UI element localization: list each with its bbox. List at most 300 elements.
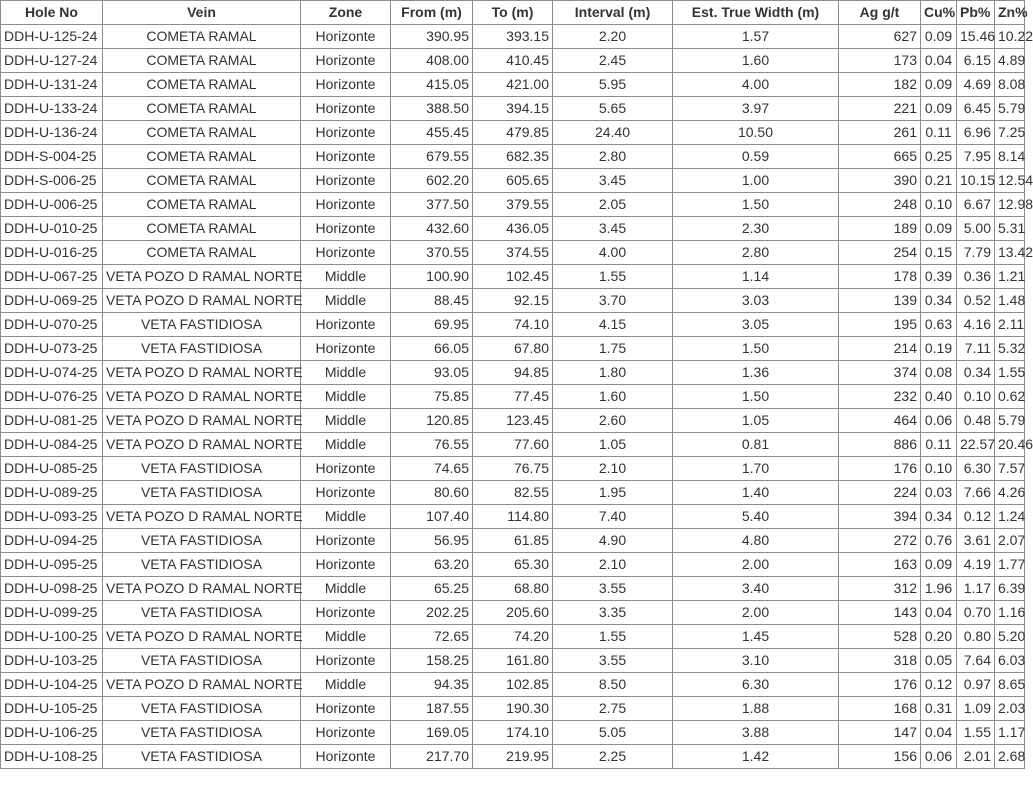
from-cell: 202.25: [391, 601, 473, 625]
ag-cell: 232: [839, 385, 921, 409]
zone-cell: Horizonte: [301, 145, 391, 169]
interval-cell: 4.15: [553, 313, 673, 337]
vein-cell: VETA FASTIDIOSA: [103, 553, 301, 577]
cu-cell: 0.12: [921, 673, 957, 697]
hole-no-cell: DDH-U-067-25: [1, 265, 103, 289]
pb-cell: 7.66: [957, 481, 995, 505]
ag-cell: 173: [839, 49, 921, 73]
to-cell: 605.65: [473, 169, 553, 193]
interval-cell: 2.05: [553, 193, 673, 217]
true-width-cell: 2.00: [673, 601, 839, 625]
hole-no-cell: DDH-U-095-25: [1, 553, 103, 577]
cu-cell: 0.08: [921, 361, 957, 385]
cu-cell: 0.04: [921, 721, 957, 745]
cu-cell: 0.34: [921, 289, 957, 313]
hole-no-cell: DDH-U-069-25: [1, 289, 103, 313]
from-cell: 63.20: [391, 553, 473, 577]
table-row: [1, 745, 1025, 769]
to-cell: 219.95: [473, 745, 553, 769]
true-width-cell: 1.36: [673, 361, 839, 385]
pb-cell: 4.69: [957, 73, 995, 97]
pb-cell: 0.12: [957, 505, 995, 529]
cu-cell: 0.09: [921, 97, 957, 121]
cu-cell: 0.09: [921, 73, 957, 97]
zn-cell: 2.11: [995, 313, 1025, 337]
table-row: [1, 169, 1025, 193]
zn-cell: 2.07: [995, 529, 1025, 553]
pb-cell: 4.16: [957, 313, 995, 337]
vein-cell: VETA POZO D RAMAL NORTE: [103, 433, 301, 457]
vein-cell: VETA FASTIDIOSA: [103, 337, 301, 361]
pb-cell: 0.36: [957, 265, 995, 289]
from-cell: 120.85: [391, 409, 473, 433]
zone-cell: Middle: [301, 385, 391, 409]
ag-cell: 254: [839, 241, 921, 265]
to-cell: 205.60: [473, 601, 553, 625]
interval-cell: 1.55: [553, 625, 673, 649]
zn-cell: 5.20: [995, 625, 1025, 649]
table-row: [1, 145, 1025, 169]
interval-cell: 2.10: [553, 457, 673, 481]
from-cell: 76.55: [391, 433, 473, 457]
true-width-cell: 2.30: [673, 217, 839, 241]
true-width-cell: 1.42: [673, 745, 839, 769]
hole-no-cell: DDH-U-085-25: [1, 457, 103, 481]
ag-cell: 464: [839, 409, 921, 433]
hole-no-cell: DDH-U-099-25: [1, 601, 103, 625]
zn-cell: 0.62: [995, 385, 1025, 409]
interval-cell: 3.55: [553, 577, 673, 601]
zone-cell: Horizonte: [301, 697, 391, 721]
zone-cell: Middle: [301, 433, 391, 457]
hole-no-cell: DDH-U-133-24: [1, 97, 103, 121]
zn-cell: 1.17: [995, 721, 1025, 745]
cu-cell: 0.09: [921, 25, 957, 49]
zone-cell: Horizonte: [301, 529, 391, 553]
true-width-cell: 1.88: [673, 697, 839, 721]
to-cell: 421.00: [473, 73, 553, 97]
table-row: [1, 25, 1025, 49]
cu-cell: 0.21: [921, 169, 957, 193]
ag-cell: 394: [839, 505, 921, 529]
interval-cell: 1.95: [553, 481, 673, 505]
to-cell: 682.35: [473, 145, 553, 169]
ag-cell: 156: [839, 745, 921, 769]
table-row: [1, 697, 1025, 721]
to-cell: 436.05: [473, 217, 553, 241]
zn-cell: 12.98: [995, 193, 1025, 217]
table-row: [1, 457, 1025, 481]
hole-no-cell: DDH-U-006-25: [1, 193, 103, 217]
zn-cell: 1.24: [995, 505, 1025, 529]
pb-cell: 15.46: [957, 25, 995, 49]
interval-cell: 1.60: [553, 385, 673, 409]
vein-cell: COMETA RAMAL: [103, 121, 301, 145]
from-cell: 370.55: [391, 241, 473, 265]
hole-no-cell: DDH-U-094-25: [1, 529, 103, 553]
from-cell: 455.45: [391, 121, 473, 145]
vein-cell: VETA FASTIDIOSA: [103, 529, 301, 553]
hole-no-cell: DDH-U-016-25: [1, 241, 103, 265]
true-width-cell: 2.00: [673, 553, 839, 577]
cu-cell: 0.04: [921, 49, 957, 73]
to-cell: 65.30: [473, 553, 553, 577]
to-cell: 161.80: [473, 649, 553, 673]
vein-cell: VETA FASTIDIOSA: [103, 313, 301, 337]
true-width-cell: 1.50: [673, 193, 839, 217]
hole-no-cell: DDH-U-125-24: [1, 25, 103, 49]
vein-cell: COMETA RAMAL: [103, 49, 301, 73]
cu-cell: 0.34: [921, 505, 957, 529]
zn-cell: 13.42: [995, 241, 1025, 265]
from-cell: 72.65: [391, 625, 473, 649]
column-header-zone: Zone: [301, 1, 391, 25]
true-width-cell: 3.40: [673, 577, 839, 601]
true-width-cell: 1.60: [673, 49, 839, 73]
cu-cell: 1.96: [921, 577, 957, 601]
zone-cell: Middle: [301, 625, 391, 649]
true-width-cell: 3.03: [673, 289, 839, 313]
zone-cell: Horizonte: [301, 313, 391, 337]
from-cell: 100.90: [391, 265, 473, 289]
to-cell: 61.85: [473, 529, 553, 553]
vein-cell: VETA FASTIDIOSA: [103, 721, 301, 745]
to-cell: 67.80: [473, 337, 553, 361]
zn-cell: 7.57: [995, 457, 1025, 481]
from-cell: 158.25: [391, 649, 473, 673]
hole-no-cell: DDH-U-098-25: [1, 577, 103, 601]
interval-cell: 5.65: [553, 97, 673, 121]
interval-cell: 2.10: [553, 553, 673, 577]
zone-cell: Horizonte: [301, 457, 391, 481]
table-row: [1, 577, 1025, 601]
from-cell: 94.35: [391, 673, 473, 697]
zone-cell: Horizonte: [301, 169, 391, 193]
pb-cell: 7.64: [957, 649, 995, 673]
table-row: [1, 601, 1025, 625]
to-cell: 174.10: [473, 721, 553, 745]
pb-cell: 22.57: [957, 433, 995, 457]
zone-cell: Horizonte: [301, 97, 391, 121]
pb-cell: 4.19: [957, 553, 995, 577]
cu-cell: 0.76: [921, 529, 957, 553]
zn-cell: 4.26: [995, 481, 1025, 505]
table-row: [1, 337, 1025, 361]
to-cell: 74.20: [473, 625, 553, 649]
ag-cell: 528: [839, 625, 921, 649]
cu-cell: 0.11: [921, 121, 957, 145]
vein-cell: VETA POZO D RAMAL NORTE: [103, 577, 301, 601]
cu-cell: 0.15: [921, 241, 957, 265]
column-header-zn: Zn%: [995, 1, 1025, 25]
to-cell: 393.15: [473, 25, 553, 49]
true-width-cell: 1.70: [673, 457, 839, 481]
zone-cell: Horizonte: [301, 481, 391, 505]
table-row: [1, 73, 1025, 97]
interval-cell: 7.40: [553, 505, 673, 529]
vein-cell: VETA POZO D RAMAL NORTE: [103, 289, 301, 313]
true-width-cell: 0.59: [673, 145, 839, 169]
zn-cell: 1.16: [995, 601, 1025, 625]
to-cell: 114.80: [473, 505, 553, 529]
ag-cell: 139: [839, 289, 921, 313]
hole-no-cell: DDH-S-004-25: [1, 145, 103, 169]
true-width-cell: 0.81: [673, 433, 839, 457]
to-cell: 82.55: [473, 481, 553, 505]
table-row: [1, 217, 1025, 241]
table-row: [1, 49, 1025, 73]
header-row: [1, 1, 1025, 25]
cu-cell: 0.05: [921, 649, 957, 673]
ag-cell: 143: [839, 601, 921, 625]
true-width-cell: 4.80: [673, 529, 839, 553]
interval-cell: 8.50: [553, 673, 673, 697]
hole-no-cell: DDH-U-104-25: [1, 673, 103, 697]
pb-cell: 0.70: [957, 601, 995, 625]
hole-no-cell: DDH-U-131-24: [1, 73, 103, 97]
vein-cell: COMETA RAMAL: [103, 193, 301, 217]
from-cell: 107.40: [391, 505, 473, 529]
hole-no-cell: DDH-U-136-24: [1, 121, 103, 145]
true-width-cell: 1.40: [673, 481, 839, 505]
from-cell: 65.25: [391, 577, 473, 601]
to-cell: 102.45: [473, 265, 553, 289]
from-cell: 88.45: [391, 289, 473, 313]
cu-cell: 0.03: [921, 481, 957, 505]
hole-no-cell: DDH-U-093-25: [1, 505, 103, 529]
hole-no-cell: DDH-U-081-25: [1, 409, 103, 433]
to-cell: 410.45: [473, 49, 553, 73]
true-width-cell: 10.50: [673, 121, 839, 145]
to-cell: 374.55: [473, 241, 553, 265]
vein-cell: COMETA RAMAL: [103, 169, 301, 193]
true-width-cell: 1.57: [673, 25, 839, 49]
pb-cell: 6.67: [957, 193, 995, 217]
zone-cell: Horizonte: [301, 553, 391, 577]
zone-cell: Middle: [301, 361, 391, 385]
ag-cell: 627: [839, 25, 921, 49]
to-cell: 123.45: [473, 409, 553, 433]
pb-cell: 0.10: [957, 385, 995, 409]
zone-cell: Middle: [301, 289, 391, 313]
vein-cell: COMETA RAMAL: [103, 145, 301, 169]
vein-cell: VETA FASTIDIOSA: [103, 745, 301, 769]
interval-cell: 1.55: [553, 265, 673, 289]
to-cell: 74.10: [473, 313, 553, 337]
to-cell: 68.80: [473, 577, 553, 601]
pb-cell: 0.97: [957, 673, 995, 697]
interval-cell: 4.00: [553, 241, 673, 265]
table-row: [1, 721, 1025, 745]
cu-cell: 0.63: [921, 313, 957, 337]
zn-cell: 8.14: [995, 145, 1025, 169]
vein-cell: VETA POZO D RAMAL NORTE: [103, 409, 301, 433]
table-row: [1, 433, 1025, 457]
table-row: [1, 121, 1025, 145]
pb-cell: 6.45: [957, 97, 995, 121]
zn-cell: 2.03: [995, 697, 1025, 721]
zone-cell: Horizonte: [301, 49, 391, 73]
zone-cell: Horizonte: [301, 217, 391, 241]
cu-cell: 0.31: [921, 697, 957, 721]
pb-cell: 0.52: [957, 289, 995, 313]
ag-cell: 189: [839, 217, 921, 241]
hole-no-cell: DDH-U-076-25: [1, 385, 103, 409]
from-cell: 217.70: [391, 745, 473, 769]
pb-cell: 5.00: [957, 217, 995, 241]
ag-cell: 163: [839, 553, 921, 577]
cu-cell: 0.40: [921, 385, 957, 409]
pb-cell: 6.15: [957, 49, 995, 73]
zn-cell: 1.77: [995, 553, 1025, 577]
cu-cell: 0.19: [921, 337, 957, 361]
table-row: [1, 673, 1025, 697]
ag-cell: 312: [839, 577, 921, 601]
zn-cell: 5.79: [995, 409, 1025, 433]
interval-cell: 5.95: [553, 73, 673, 97]
zone-cell: Horizonte: [301, 193, 391, 217]
interval-cell: 4.90: [553, 529, 673, 553]
zone-cell: Horizonte: [301, 241, 391, 265]
from-cell: 390.95: [391, 25, 473, 49]
interval-cell: 1.75: [553, 337, 673, 361]
table-row: [1, 313, 1025, 337]
true-width-cell: 2.80: [673, 241, 839, 265]
from-cell: 80.60: [391, 481, 473, 505]
table-header: [1, 1, 1028, 25]
to-cell: 76.75: [473, 457, 553, 481]
true-width-cell: 1.05: [673, 409, 839, 433]
interval-cell: 2.60: [553, 409, 673, 433]
from-cell: 415.05: [391, 73, 473, 97]
cu-cell: 0.10: [921, 457, 957, 481]
cu-cell: 0.09: [921, 217, 957, 241]
ag-cell: 248: [839, 193, 921, 217]
hole-no-cell: DDH-U-074-25: [1, 361, 103, 385]
vein-cell: COMETA RAMAL: [103, 25, 301, 49]
cu-cell: 0.39: [921, 265, 957, 289]
zn-cell: 6.39: [995, 577, 1025, 601]
vein-cell: VETA POZO D RAMAL NORTE: [103, 505, 301, 529]
hole-no-cell: DDH-U-073-25: [1, 337, 103, 361]
true-width-cell: 1.45: [673, 625, 839, 649]
cu-cell: 0.25: [921, 145, 957, 169]
hole-no-cell: DDH-U-106-25: [1, 721, 103, 745]
zn-cell: 7.25: [995, 121, 1025, 145]
zn-cell: 1.55: [995, 361, 1025, 385]
from-cell: 75.85: [391, 385, 473, 409]
zone-cell: Horizonte: [301, 121, 391, 145]
zone-cell: Horizonte: [301, 601, 391, 625]
zn-cell: 1.21: [995, 265, 1025, 289]
from-cell: 93.05: [391, 361, 473, 385]
table-row: [1, 265, 1025, 289]
vein-cell: COMETA RAMAL: [103, 241, 301, 265]
zn-cell: 20.46: [995, 433, 1025, 457]
zone-cell: Middle: [301, 673, 391, 697]
from-cell: 56.95: [391, 529, 473, 553]
interval-cell: 3.45: [553, 169, 673, 193]
cu-cell: 0.09: [921, 553, 957, 577]
table-row: [1, 289, 1025, 313]
ag-cell: 665: [839, 145, 921, 169]
zn-cell: 4.89: [995, 49, 1025, 73]
true-width-cell: 5.40: [673, 505, 839, 529]
from-cell: 66.05: [391, 337, 473, 361]
pb-cell: 7.95: [957, 145, 995, 169]
pb-cell: 2.01: [957, 745, 995, 769]
ag-cell: 886: [839, 433, 921, 457]
cu-cell: 0.06: [921, 745, 957, 769]
ag-cell: 176: [839, 673, 921, 697]
ag-cell: 214: [839, 337, 921, 361]
pb-cell: 7.11: [957, 337, 995, 361]
table-row: [1, 553, 1025, 577]
table-row: [1, 649, 1025, 673]
true-width-cell: 1.50: [673, 337, 839, 361]
zone-cell: Middle: [301, 577, 391, 601]
table-row: [1, 529, 1025, 553]
hole-no-cell: DDH-U-103-25: [1, 649, 103, 673]
column-header-from: From (m): [391, 1, 473, 25]
column-header-hole-no: Hole No: [1, 1, 103, 25]
column-header-pb: Pb%: [957, 1, 995, 25]
ag-cell: 147: [839, 721, 921, 745]
interval-cell: 1.05: [553, 433, 673, 457]
pb-cell: 10.15: [957, 169, 995, 193]
interval-cell: 1.80: [553, 361, 673, 385]
interval-cell: 2.80: [553, 145, 673, 169]
pb-cell: 1.17: [957, 577, 995, 601]
hole-no-cell: DDH-U-089-25: [1, 481, 103, 505]
cu-cell: 0.20: [921, 625, 957, 649]
vein-cell: VETA FASTIDIOSA: [103, 481, 301, 505]
table-row: [1, 97, 1025, 121]
from-cell: 602.20: [391, 169, 473, 193]
zn-cell: 6.03: [995, 649, 1025, 673]
zone-cell: Horizonte: [301, 25, 391, 49]
to-cell: 479.85: [473, 121, 553, 145]
cu-cell: 0.04: [921, 601, 957, 625]
ag-cell: 195: [839, 313, 921, 337]
hole-no-cell: DDH-U-100-25: [1, 625, 103, 649]
from-cell: 679.55: [391, 145, 473, 169]
vein-cell: VETA POZO D RAMAL NORTE: [103, 625, 301, 649]
hole-no-cell: DDH-U-070-25: [1, 313, 103, 337]
ag-cell: 182: [839, 73, 921, 97]
interval-cell: 3.70: [553, 289, 673, 313]
zn-cell: 2.68: [995, 745, 1025, 769]
to-cell: 102.85: [473, 673, 553, 697]
ag-cell: 168: [839, 697, 921, 721]
from-cell: 377.50: [391, 193, 473, 217]
zn-cell: 10.22: [995, 25, 1025, 49]
zone-cell: Horizonte: [301, 73, 391, 97]
pb-cell: 7.79: [957, 241, 995, 265]
table-row: [1, 361, 1025, 385]
from-cell: 169.05: [391, 721, 473, 745]
to-cell: 92.15: [473, 289, 553, 313]
hole-no-cell: DDH-U-108-25: [1, 745, 103, 769]
vein-cell: VETA POZO D RAMAL NORTE: [103, 361, 301, 385]
zone-cell: Horizonte: [301, 745, 391, 769]
ag-cell: 390: [839, 169, 921, 193]
interval-cell: 2.45: [553, 49, 673, 73]
hole-no-cell: DDH-S-006-25: [1, 169, 103, 193]
interval-cell: 3.45: [553, 217, 673, 241]
pb-cell: 0.34: [957, 361, 995, 385]
zn-cell: 5.32: [995, 337, 1025, 361]
